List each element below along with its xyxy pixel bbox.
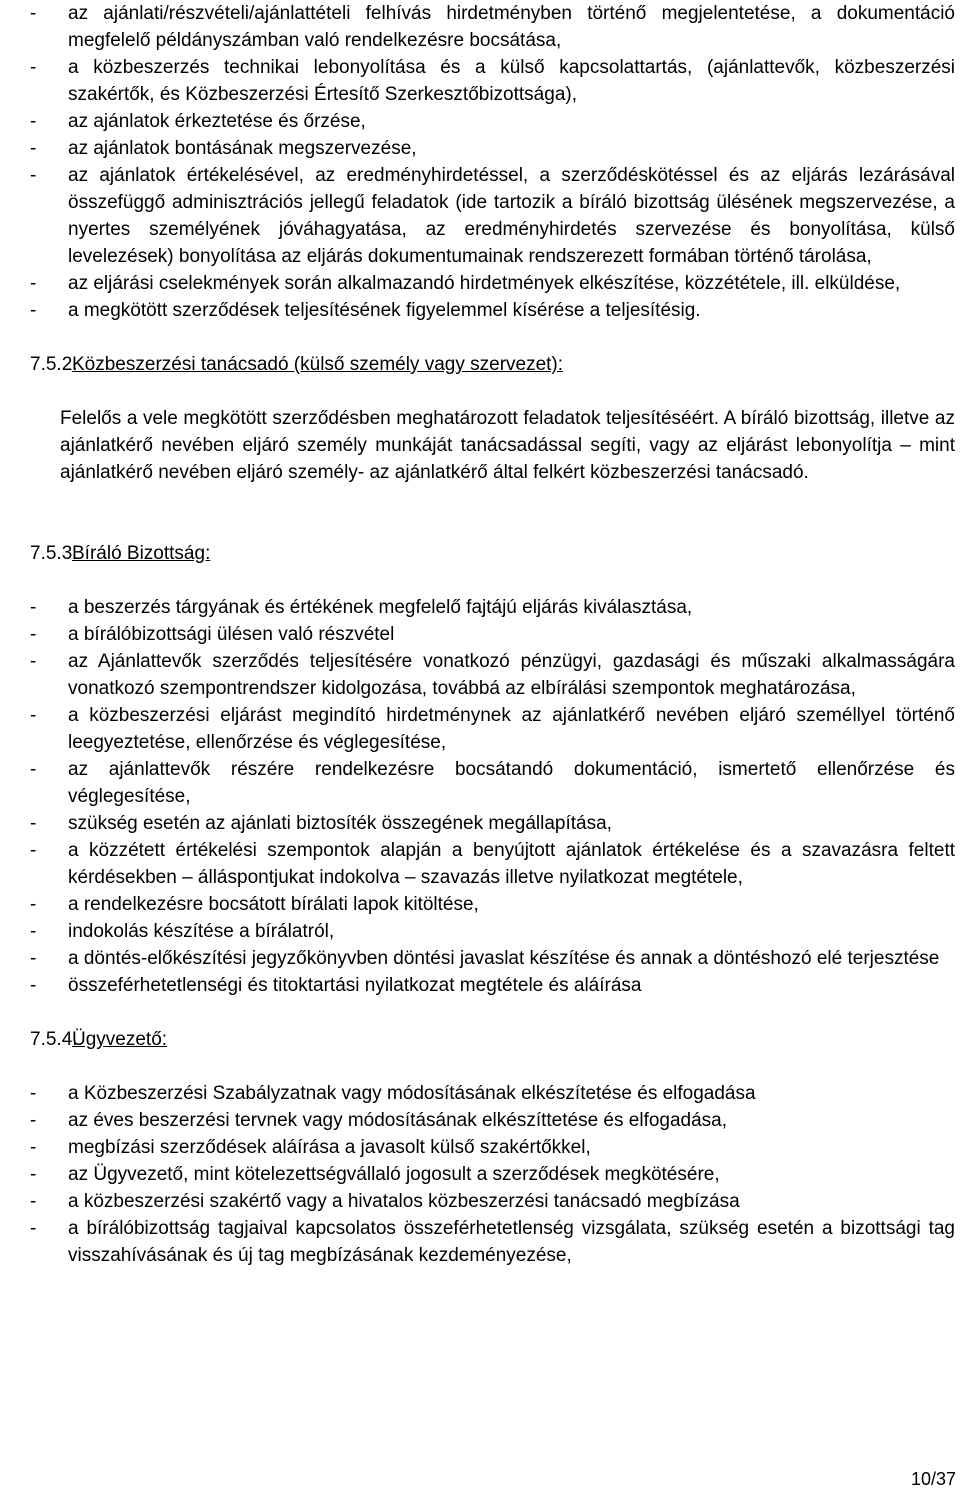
list-item xyxy=(30,297,955,324)
document-page xyxy=(30,0,955,1269)
list-item-text: a bírálóbizottsági ülésen való részvétel xyxy=(68,624,395,645)
list-dash: - xyxy=(30,921,37,942)
list-item-text: az éves beszerzési tervnek vagy módosításának elkészíttetése és elfogadása, xyxy=(68,1110,728,1131)
section-heading-753 xyxy=(30,540,955,567)
list-item-text: a rendelkezésre bocsátott bírálati lapok kitöltése, xyxy=(68,894,479,915)
list-dash: - xyxy=(30,840,37,861)
list-item xyxy=(30,972,955,999)
list-item xyxy=(30,945,955,972)
list-item-text: az ajánlattevők részére rendelkezésre bocsátandó dokumentáció, ismertető ellenőrzése és véglegesítése, xyxy=(68,759,955,807)
list-dash: - xyxy=(30,111,37,132)
list-item xyxy=(30,54,955,108)
list-dash: - xyxy=(30,651,37,672)
list-item-text: az ajánlatok értékelésével, az eredményhirdetéssel, a szerződéskötéssel és az eljárás lezárásával összefüggő adminisztrációs jellegű feladatok (ide tartozik a bíráló bizottság ülésének megszervezése, a nyertes személyének jóváhagyatása, az eredményhirdetés szervezése és bonyolítása, külső levelezések) bonyolítása az eljárás dokumentumainak rendszerezett formában történő tárolása, xyxy=(68,165,955,267)
list-item-text: a bírálóbizottság tagjaival kapcsolatos összeférhetetlenség vizsgálata, szükség esetén a bizottsági tag visszahívásának és új tag megbízásának kezdeményezése, xyxy=(68,1218,955,1266)
list-item-text: az eljárási cselekmények során alkalmazandó hirdetmények elkészítése, közzététele, ill. elküldése, xyxy=(68,273,901,294)
top-task-list xyxy=(30,0,955,324)
list-item-text: az ajánlati/részvételi/ajánlattételi felhívás hirdetményben történő megjelentetése, a dokumentáció megfelelő példányszámban való rendelkezésre bocsátása, xyxy=(68,3,955,51)
list-item xyxy=(30,810,955,837)
section-title: Bíráló Bizottság: xyxy=(72,543,211,564)
list-item xyxy=(30,1188,955,1215)
list-dash: - xyxy=(30,1110,37,1131)
list-item xyxy=(30,0,955,54)
section-heading-754 xyxy=(30,1026,955,1053)
section-number: 7.5.3. xyxy=(30,543,78,564)
list-item-text: a beszerzés tárgyának és értékének megfelelő fajtájú eljárás kiválasztása, xyxy=(68,597,693,618)
page-number: 10/37 xyxy=(910,1469,956,1489)
list-dash: - xyxy=(30,1191,37,1212)
list-dash: - xyxy=(30,138,37,159)
list-item xyxy=(30,1161,955,1188)
list-item xyxy=(30,270,955,297)
list-item-text: a megkötött szerződések teljesítésének figyelemmel kísérése a teljesítésig. xyxy=(68,300,701,321)
list-dash: - xyxy=(30,597,37,618)
list-item-text: az Ügyvezető, mint kötelezettségvállaló jogosult a szerződések megkötésére, xyxy=(68,1164,720,1185)
list-item xyxy=(30,702,955,756)
list-item-text: a közbeszerzési szakértő vagy a hivatalos közbeszerzési tanácsadó megbízása xyxy=(68,1191,740,1212)
list-item-text: az ajánlatok bontásának megszervezése, xyxy=(68,138,417,159)
list-dash: - xyxy=(30,3,37,24)
list-dash: - xyxy=(30,948,37,969)
review-committee-list xyxy=(30,594,955,999)
list-item xyxy=(30,837,955,891)
list-item xyxy=(30,918,955,945)
list-dash: - xyxy=(30,1164,37,1185)
list-dash: - xyxy=(30,759,37,780)
list-item xyxy=(30,1080,955,1107)
list-item-text: megbízási szerződések aláírása a javasolt külső szakértőkkel, xyxy=(68,1137,591,1158)
list-dash: - xyxy=(30,273,37,294)
list-item-text: indokolás készítése a bírálatról, xyxy=(68,921,335,942)
list-item xyxy=(30,756,955,810)
list-item-text: a közzétett értékelési szempontok alapján a benyújtott ajánlatok értékelése és a szavazásra feltett kérdésekben – álláspontjukat indokolva – szavazás illetve nyilatkozat megtétele, xyxy=(68,840,955,888)
list-item xyxy=(30,648,955,702)
list-dash: - xyxy=(30,1218,37,1239)
list-dash: - xyxy=(30,165,37,186)
list-dash: - xyxy=(30,1083,37,1104)
list-dash: - xyxy=(30,813,37,834)
section-title: Ügyvezető: xyxy=(72,1029,168,1050)
list-item xyxy=(30,135,955,162)
list-item-text: a döntés-előkészítési jegyzőkönyvben döntési javaslat készítése és annak a döntéshozó elé terjesztése xyxy=(68,948,940,969)
list-dash: - xyxy=(30,57,37,78)
section-number: 7.5.2. xyxy=(30,354,78,375)
list-item-text: az ajánlatok érkeztetése és őrzése, xyxy=(68,111,366,132)
list-dash: - xyxy=(30,624,37,645)
list-item-text: összeférhetetlenségi és titoktartási nyilatkozat megtétele és aláírása xyxy=(68,975,642,996)
list-item-text: szükség esetén az ajánlati biztosíték összegének megállapítása, xyxy=(68,813,612,834)
list-item-text: a Közbeszerzési Szabályzatnak vagy módosításának elkészítetése és elfogadása xyxy=(68,1083,756,1104)
list-item xyxy=(30,621,955,648)
list-item xyxy=(30,891,955,918)
list-dash: - xyxy=(30,975,37,996)
list-item xyxy=(30,1107,955,1134)
list-dash: - xyxy=(30,300,37,321)
section-paragraph: Felelős a vele megkötött szerződésben meghatározott feladatok teljesítéséért. A bíráló bizottság, illetve az ajánlatkérő nevében eljáró személy munkáját tanácsadással segíti, vagy az eljárást lebonyolítja – mint ajánlatkérő nevében eljáró személy- az ajánlatkérő által felkért közbeszerzési tanácsadó. xyxy=(60,408,955,483)
list-item-text: a közbeszerzés technikai lebonyolítása és a külső kapcsolattartás, (ajánlattevők, közbeszerzési szakértők, és Közbeszerzési Értesítő Szerkesztőbizottsága), xyxy=(68,57,955,105)
section-number: 7.5.4. xyxy=(30,1029,78,1050)
list-dash: - xyxy=(30,1137,37,1158)
list-item xyxy=(30,162,955,270)
list-item xyxy=(30,1134,955,1161)
list-item-text: a közbeszerzési eljárást megindító hirdetménynek az ajánlatkérő nevében eljáró személlyel történő leegyeztetése, ellenőrzése és véglegesítése, xyxy=(68,705,955,753)
section-heading-752 xyxy=(30,351,955,378)
list-dash: - xyxy=(30,894,37,915)
section-title: Közbeszerzési tanácsadó (külső személy vagy szervezet): xyxy=(72,354,564,375)
managing-director-list xyxy=(30,1080,955,1269)
list-dash: - xyxy=(30,705,37,726)
list-item xyxy=(30,1215,955,1269)
list-item xyxy=(30,594,955,621)
list-item-text: az Ajánlattevők szerződés teljesítésére vonatkozó pénzügyi, gazdasági és műszaki alkalmasságára vonatkozó szempontrendszer kidolgozása, továbbá az elbírálási szempontok meghatározása, xyxy=(68,651,955,699)
list-item xyxy=(30,108,955,135)
